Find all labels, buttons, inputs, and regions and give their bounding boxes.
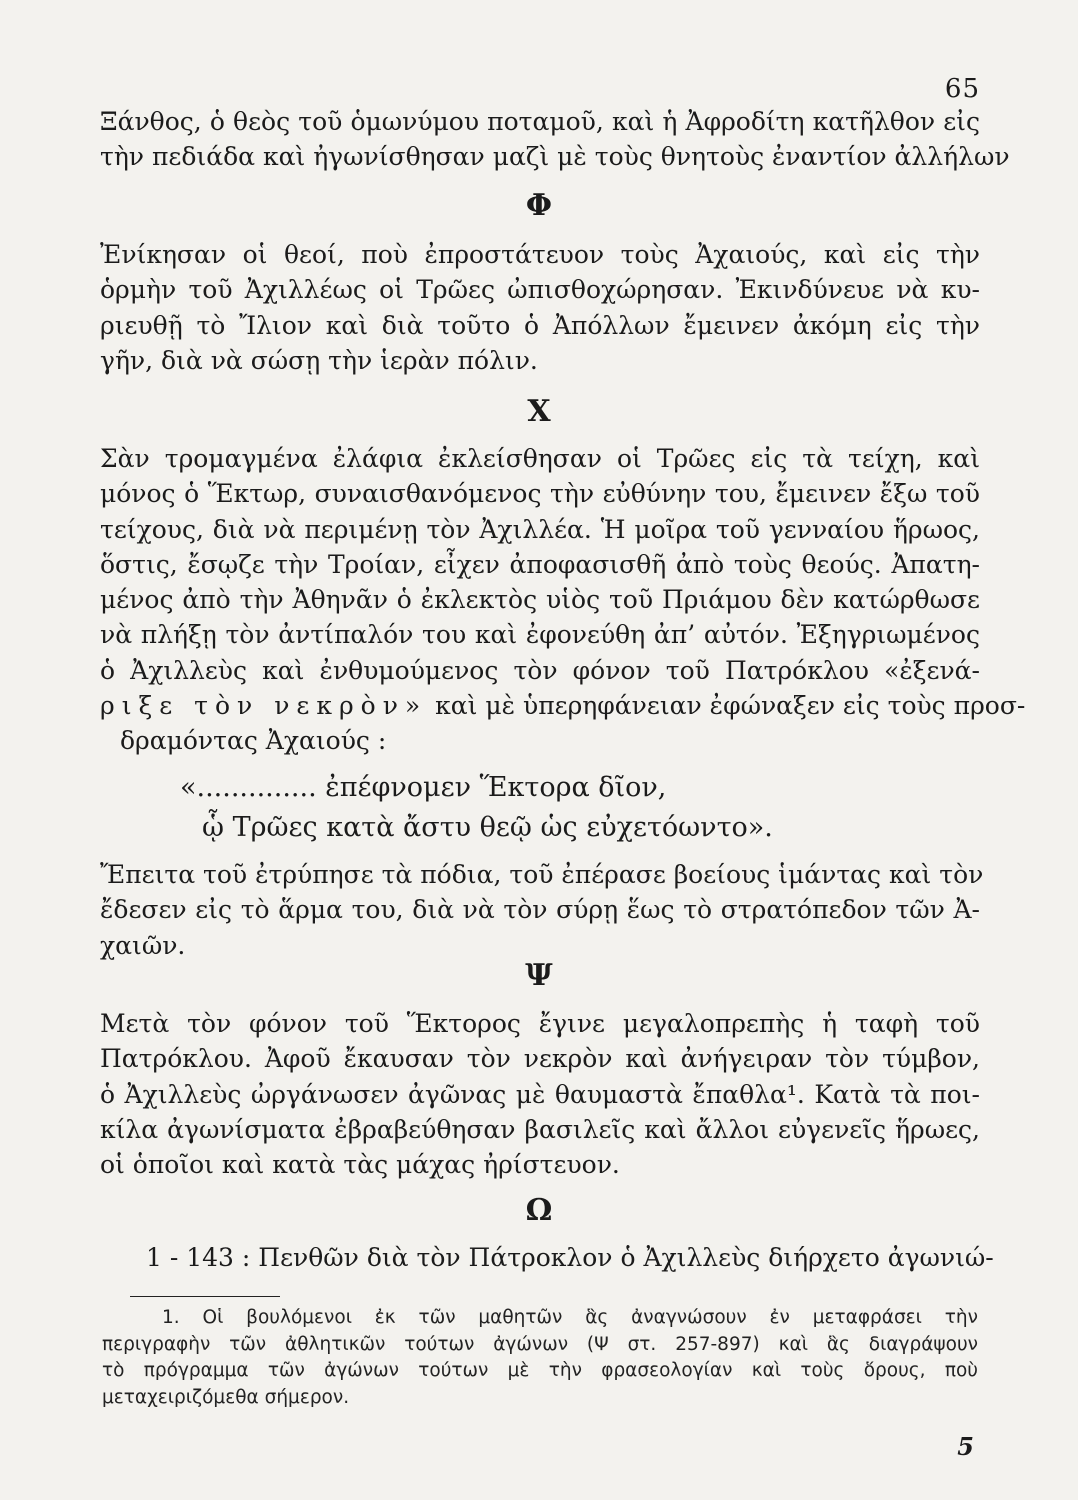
paragraph-6 xyxy=(146,1240,994,1275)
text-line: οἱ ὁποῖοι καὶ κατὰ τὰς μάχας ἠρίστευον. xyxy=(100,1150,620,1180)
text-line: ἔδεσεν εἰς τὸ ἅρμα του, διὰ νὰ τὸν σύρῃ ἕως τὸ στρατόπεδον τῶν Ἀ- xyxy=(100,895,980,925)
section-heading-omega: Ω xyxy=(525,1193,553,1228)
verse-line: ᾧ Τρῶες κατὰ ἄστυ θεῷ ὡς εὐχετόωντο». xyxy=(202,812,773,843)
paragraph-5 xyxy=(100,1006,980,1182)
paragraph-1 xyxy=(100,104,1010,175)
signature-mark: 5 xyxy=(957,1432,974,1461)
text-line: τείχους, διὰ νὰ περιμένῃ τὸν Ἀχιλλέα. Ἡ μοῖρα τοῦ γενναίου ἥρωος, xyxy=(100,514,980,544)
verse-line: «.............. ἐπέφνομεν Ἕκτορα δῖον, xyxy=(180,772,667,803)
footnote-rule xyxy=(130,1296,280,1297)
text-line: Ἔπειτα τοῦ ἐτρύπησε τὰ πόδια, τοῦ ἐπέρασε βοείους ἱμάντας καὶ τὸν xyxy=(100,860,984,889)
text-line: χαιῶν. xyxy=(100,930,186,960)
text-line: νὰ πλήξῃ τὸν ἀντίπαλόν του καὶ ἐφονεύθη ἀπ’ αὐτόν. Ἐξηγριωμένος xyxy=(100,620,980,650)
text-line xyxy=(100,688,1026,723)
section-heading-chi: Χ xyxy=(527,394,551,429)
section-heading-phi: Φ xyxy=(525,188,553,223)
section-heading-psi: Ψ xyxy=(525,958,553,993)
page-number: 65 xyxy=(944,74,980,104)
text-line: μόνος ὁ Ἕκτωρ, συναισθανόμενος τὴν εὐθύνην του, ἔμεινεν ἔξω τοῦ xyxy=(100,479,980,509)
footnote-line: μεταχειριζόμεθα σήμερον. xyxy=(102,1386,350,1408)
footnote-line: περιγραφὴν τῶν ἀθλητικῶν τούτων ἀγώνων (Ψ στ. 257-897) καὶ ἃς διαγράψουν xyxy=(102,1333,978,1355)
footnote-line: 1. Οἱ βουλόμενοι ἐκ τῶν μαθητῶν ἃς ἀναγνώσουν ἐν μεταφράσει τὴν xyxy=(162,1307,978,1328)
text-line: μένος ἀπὸ τὴν Ἀθηνᾶν ὁ ἐκλεκτὸς υἱὸς τοῦ Πριάμου δὲν κατώρθωσε xyxy=(100,585,980,615)
footnote-line: τὸ πρόγραμμα τῶν ἀγώνων τούτων μὲ τὴν φρασεολογίαν καὶ τοὺς ὅρους, ποὺ xyxy=(102,1360,978,1381)
text-line: 1 - 143 : Πενθῶν διὰ τὸν Πάτροκλον ὁ Ἀχιλλεὺς διήρχετο ἀγωνιώ- xyxy=(146,1243,994,1272)
text-line: ὁρμὴν τοῦ Ἀχιλλέως οἱ Τρῶες ὠπισθοχώρησαν. Ἐκινδύνευε νὰ κυ- xyxy=(100,275,980,305)
text-line: κίλα ἀγωνίσματα ἐβραβεύθησαν βασιλεῖς καὶ ἄλλοι εὐγενεῖς ἥρωες, xyxy=(100,1114,980,1144)
text-line: ὅστις, ἔσῳζε τὴν Τροίαν, εἶχεν ἀποφασισθῆ ἀπὸ τοὺς θεούς. Ἀπατη- xyxy=(100,549,980,579)
text-line: ριευθῇ τὸ Ἴλιον καὶ διὰ τοῦτο ὁ Ἀπόλλων ἔμεινεν ἀκόμη εἰς τὴν xyxy=(100,310,980,340)
text-line: δραμόντας Ἀχαιούς : xyxy=(120,726,387,756)
text-line: τὴν πεδιάδα καὶ ἠγωνίσθησαν μαζὶ μὲ τοὺς θνητοὺς ἐναντίον ἀλλήλων xyxy=(100,142,1010,172)
text-line: Σὰν τρομαγμένα ἐλάφια ἐκλείσθησαν οἱ Τρῶες εἰς τὰ τείχη, καὶ xyxy=(100,444,980,473)
paragraph-2 xyxy=(100,237,980,378)
text-line: ὁ Ἀχιλλεὺς καὶ ἐνθυμούμενος τὸν φόνον τοῦ Πατρόκλου «ἐξενά- xyxy=(100,655,980,685)
text-line: Πατρόκλου. Ἀφοῦ ἔκαυσαν τὸν νεκρὸν καὶ ἀνήγειραν τὸν τύμβον, xyxy=(100,1044,980,1074)
paragraph-4 xyxy=(100,857,984,963)
spaced-quote: ριξε τὸν νεκρὸν» xyxy=(100,691,428,721)
footnote xyxy=(102,1305,978,1411)
text-line: ὁ Ἀχιλλεὺς ὠργάνωσεν ἀγῶνας μὲ θαυμαστὰ ἔπαθλα¹. Κατὰ τὰ ποι- xyxy=(100,1079,980,1109)
text-line: Ἐνίκησαν οἱ θεοί, ποὺ ἐπροστάτευον τοὺς Ἀχαιούς, καὶ εἰς τὴν xyxy=(100,240,980,269)
text-line: Ξάνθος, ὁ θεὸς τοῦ ὁμωνύμου ποταμοῦ, καὶ ἡ Ἀφροδίτη κατῆλθον εἰς xyxy=(100,107,980,136)
verse-quote xyxy=(180,768,880,848)
text-span: καὶ μὲ ὑπερηφάνειαν ἐφώναξεν εἰς τοὺς προσ- xyxy=(427,691,1026,721)
paragraph-3 xyxy=(100,441,1026,759)
text-line: Μετὰ τὸν φόνον τοῦ Ἕκτορος ἔγινε μεγαλοπρεπὴς ἡ ταφὴ τοῦ xyxy=(100,1009,980,1038)
text-line: γῆν, διὰ νὰ σώσῃ τὴν ἱερὰν πόλιν. xyxy=(100,345,538,375)
